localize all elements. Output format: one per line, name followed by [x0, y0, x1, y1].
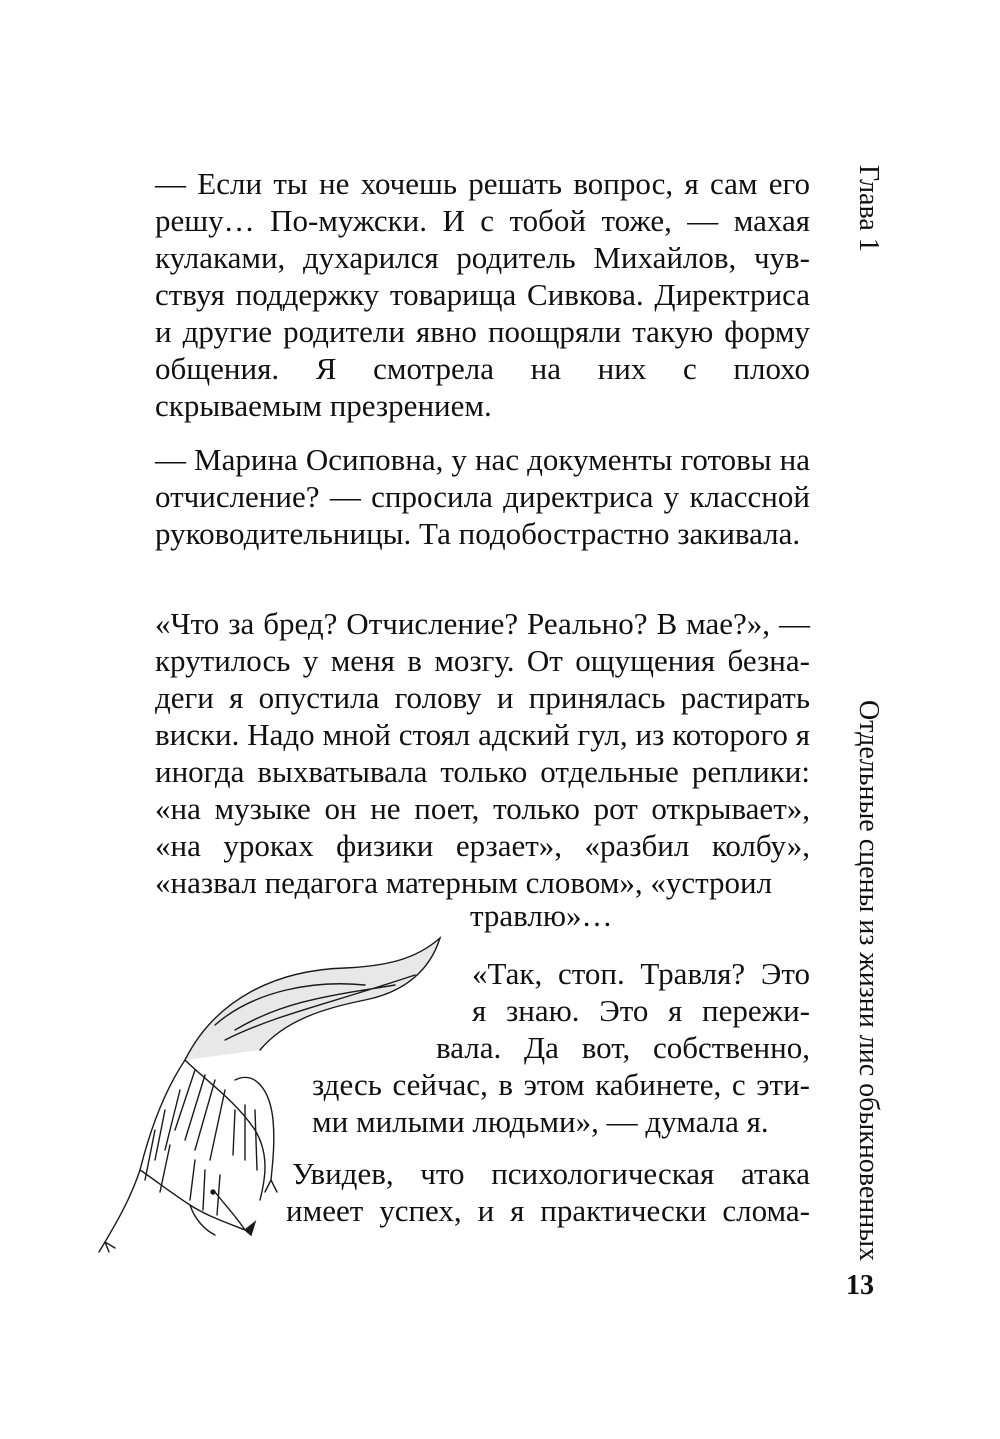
paragraph-4-line: «Так, стоп. Травля? Это [472, 956, 810, 991]
paragraph-4-line: ми милыми людьми», — думала я. [312, 1104, 769, 1139]
page-number: 13 [846, 1270, 874, 1301]
paragraph-2: — Марина Осиповна, у нас документы готовы на отчисление? — спросила директриса у классной руководительницы. Та подобострастно закивала. [155, 442, 810, 551]
running-head-title: Отдельные сцены из жизни лис обыкновенных [853, 700, 884, 1262]
paragraph-3-end: травлю»… [470, 898, 613, 933]
paragraph-4-line: здесь сейчас, в этом кабинете, с эти- [312, 1067, 810, 1102]
fox-illustration-icon [95, 930, 455, 1260]
paragraph-3: «Что за бред? Отчисление? Реально? В мае?», — крутилось у меня в мозгу. От ощущения безнадеги я опустила голову и принялась растирать виски. Надо мной стоял адский гул, из которого я иногда выхватывала только отдельные реплики: «на музыке он не поет, только рот открывает», «на уроках физики ерзает», «разбил колбу», «назвал педагога матерным словом», «устроил [155, 606, 810, 900]
paragraph-5-line: имеет успех, и я практически слома- [286, 1193, 810, 1228]
running-head-chapter: Глава 1 [853, 165, 884, 252]
paragraph-1: — Если ты не хочешь решать вопрос, я сам его решу… По-мужски. И с тобой тоже, — махая кулаками, духарился родитель Михайлов, чувствуя поддержку товарища Сивкова. Директриса и другие родители явно поощряли такую форму общения. Я смотрела на них с плохо скрываемым презрением. [155, 166, 810, 423]
paragraph-4-line: вала. Да вот, собственно, [436, 1030, 810, 1065]
paragraph-5-line: Увидев, что психологическая атака [292, 1156, 810, 1191]
paragraph-4-line: я знаю. Это я пережи- [472, 993, 810, 1028]
